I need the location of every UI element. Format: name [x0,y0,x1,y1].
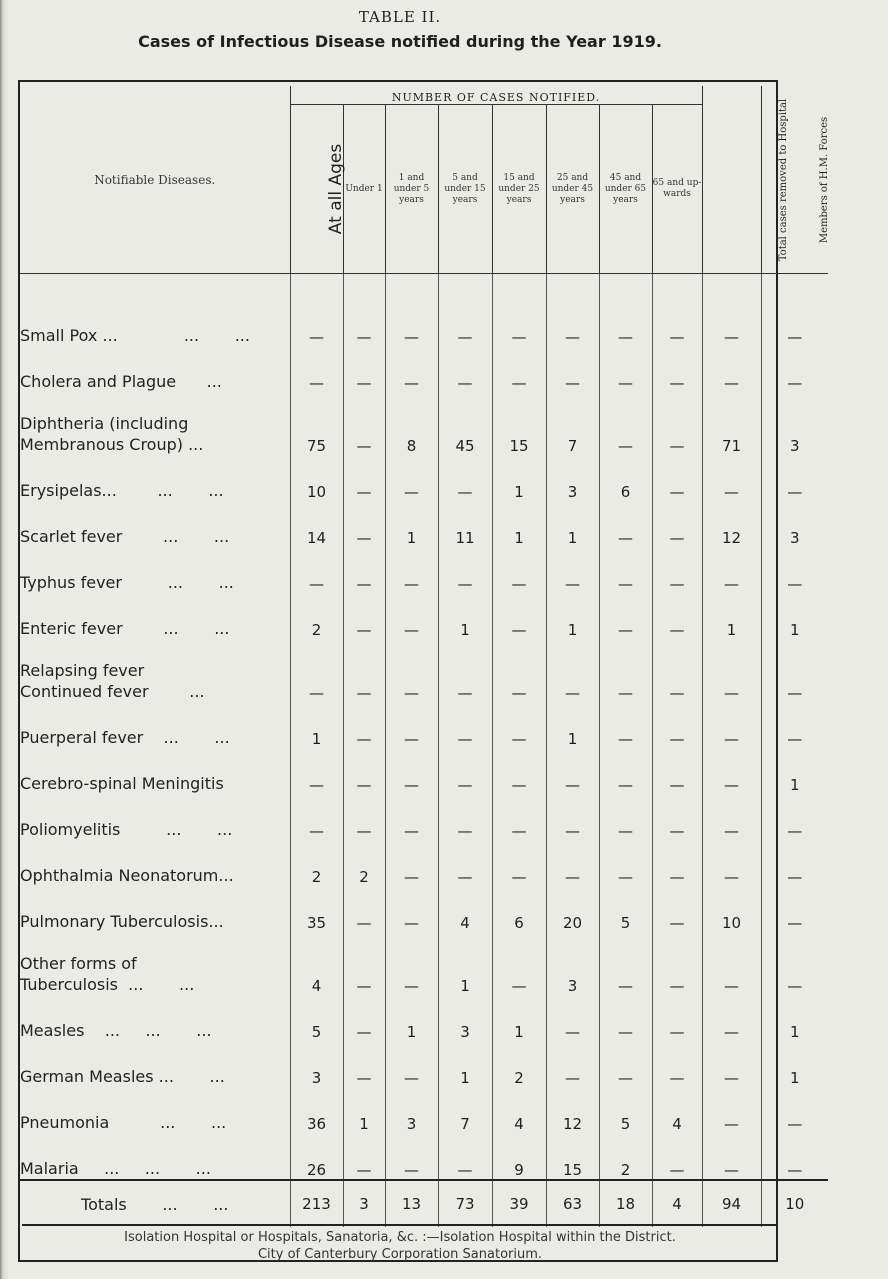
table-cell: 4 [652,1180,702,1227]
table-cell: — [546,639,599,702]
col-header-25-to-45: 25 and under 45 years [546,105,599,274]
table-row [20,593,828,639]
table-cell: — [492,932,546,995]
table-cell: — [343,300,385,346]
table-cell: 71 [702,392,761,455]
table-cell: 63 [546,1180,599,1227]
table-cell: 6 [599,455,652,501]
table-cell: — [343,748,385,794]
table-cell: 1 [438,932,492,995]
table-cell: — [290,346,343,392]
table-cell: — [343,346,385,392]
table-cell: 3 [761,501,828,547]
table-cell: — [290,794,343,840]
table-cell: — [290,300,343,346]
col-header-5-to-15: 5 and under 15 years [438,105,492,274]
table-cell: — [702,794,761,840]
footnote-line-2: City of Canterbury Corporation Sanatorium. [257,1247,543,1262]
table-cell: 1 [492,995,546,1041]
table-cell: 14 [290,501,343,547]
table-cell: — [652,995,702,1041]
table-cell: 3 [343,1180,385,1227]
table-cell: 1 [761,748,828,794]
table-cell: — [761,702,828,748]
table-cell: — [599,748,652,794]
disease-name: German Measles ... ... [20,1067,225,1086]
table-cell: — [652,593,702,639]
table-cell: 1 [546,702,599,748]
table-cell: — [652,547,702,593]
table-cell: 1 [385,995,438,1041]
table-row [20,794,828,840]
table-cell: 1 [492,455,546,501]
table-cell: — [290,547,343,593]
table-cell: 15 [546,1133,599,1180]
table-cell: — [652,932,702,995]
table-spacer-row [20,274,828,301]
table-cell: 4 [290,932,343,995]
table-cell: — [438,1133,492,1180]
disease-name: Other forms of Tuberculosis ... ... [20,954,195,994]
infectious-disease-table [20,86,828,1227]
table-cell: 2 [599,1133,652,1180]
table-cell: — [438,840,492,886]
table-cell: — [546,346,599,392]
table-cell: — [702,547,761,593]
col-header-all-ages: At all Ages [290,105,343,274]
disease-name: Diphtheria (including Membranous Croup) ... [20,414,204,454]
disease-name: Enteric fever ... ... [20,619,230,638]
table-cell: — [385,1041,438,1087]
col-header-65-upwards: 65 and up-wards [652,105,702,274]
table-cell: — [546,547,599,593]
table-cell: — [599,593,652,639]
disease-name: Ophthalmia Neonatorum... [20,866,234,885]
table-row [20,455,828,501]
table-cell: — [652,392,702,455]
table-row [20,392,828,455]
table-cell: — [343,932,385,995]
table-cell: — [343,547,385,593]
disease-name: Cerebro-spinal Meningitis [20,774,224,793]
table-cell: — [599,840,652,886]
table-cell: — [652,1041,702,1087]
table-cell: — [546,300,599,346]
table-cell: 10 [761,1180,828,1227]
table-cell: — [385,702,438,748]
table-cell: — [546,1041,599,1087]
table-row [20,932,828,995]
table-cell: 39 [492,1180,546,1227]
table-cell: — [652,840,702,886]
table-cell: — [438,794,492,840]
table-cell: 10 [290,455,343,501]
disease-name: Erysipelas... ... ... [20,481,224,500]
table-cell: 1 [438,1041,492,1087]
table-cell: — [343,1041,385,1087]
table-cell: — [385,346,438,392]
totals-row [20,1180,828,1227]
table-cell: — [702,932,761,995]
disease-name: Scarlet fever ... ... [20,527,230,546]
table-cell: — [385,547,438,593]
table-cell: — [385,748,438,794]
table-cell: 9 [492,1133,546,1180]
disease-name: Typhus fever ... ... [20,573,234,592]
table-cell: 4 [652,1087,702,1133]
table-cell: 3 [546,932,599,995]
table-row [20,547,828,593]
table-cell: — [761,346,828,392]
table-cell: 13 [385,1180,438,1227]
col-header-45-to-65: 45 and under 65 years [599,105,652,274]
table-row [20,702,828,748]
table-cell: — [343,639,385,702]
table-cell: 5 [290,995,343,1041]
table-cell: — [492,547,546,593]
table-cell: 45 [438,392,492,455]
table-cell: — [599,392,652,455]
disease-name: Malaria ... ... ... [20,1159,211,1178]
table-cell: — [761,547,828,593]
table-row [20,1087,828,1133]
table-cell: — [761,639,828,702]
table-cell: — [385,639,438,702]
table-cell: — [343,702,385,748]
disease-name: Cholera and Plague ... [20,372,222,391]
table-cell: — [702,748,761,794]
table-cell: 1 [702,593,761,639]
table-cell: 73 [438,1180,492,1227]
footnote-line-1: Isolation Hospital or Hospitals, Sanatoria, &c. :—Isolation Hospital within the District. [124,1230,676,1245]
table-cell: 3 [546,455,599,501]
table-row [20,1133,828,1180]
table-cell: 3 [290,1041,343,1087]
table-cell: — [438,455,492,501]
col-header-removed-to-hospital: Total cases removed to Hospital [702,86,761,274]
table-cell: — [761,455,828,501]
table-cell: — [385,593,438,639]
table-cell: — [702,346,761,392]
table-cell: — [492,702,546,748]
disease-name: Relapsing fever Continued fever ... [20,661,205,701]
table-cell: — [546,995,599,1041]
table-row [20,639,828,702]
table-cell: 35 [290,886,343,932]
table-cell: 2 [492,1041,546,1087]
table-cell: 2 [290,840,343,886]
table-cell: — [343,794,385,840]
table-cell: 7 [546,392,599,455]
table-cell: 1 [761,1041,828,1087]
table-cell: — [438,702,492,748]
table-cell: — [492,300,546,346]
table-cell: 1 [343,1087,385,1133]
table-cell: — [438,748,492,794]
table-cell: — [492,794,546,840]
table-cell: — [438,300,492,346]
table-cell: — [546,840,599,886]
table-cell: 5 [599,886,652,932]
table-cell: — [761,1133,828,1180]
table-cell: — [761,932,828,995]
table-cell: — [652,346,702,392]
table-cell: — [702,840,761,886]
table-cell: 6 [492,886,546,932]
table-row [20,886,828,932]
table-title: Cases of Infectious Disease notified during the Year 1919. [138,32,662,51]
table-cell: — [652,794,702,840]
table-cell: — [652,300,702,346]
table-cell: 15 [492,392,546,455]
table-cell: — [599,794,652,840]
table-cell: — [343,501,385,547]
table-cell: — [702,1087,761,1133]
table-cell: — [343,593,385,639]
table-cell: — [599,300,652,346]
table-cell: 3 [761,392,828,455]
table-cell: 5 [599,1087,652,1133]
table-cell: — [385,1133,438,1180]
disease-name: Poliomyelitis ... ... [20,820,233,839]
table-caption: TABLE II. [358,8,442,26]
table-cell: 75 [290,392,343,455]
col-header-1-to-5: 1 and under 5 years [385,105,438,274]
disease-name: Totals ... ... [20,1180,290,1227]
table-cell: — [652,748,702,794]
cases-notified-group-header: NUMBER OF CASES NOTIFIED. [290,86,702,105]
table-row [20,995,828,1041]
table-cell: — [761,886,828,932]
table-cell: — [652,702,702,748]
table-cell: — [385,886,438,932]
disease-name: Measles ... ... ... [20,1021,212,1040]
table-row [20,300,828,346]
table-cell: 18 [599,1180,652,1227]
table-cell: — [438,547,492,593]
table-cell: — [546,794,599,840]
table-cell: — [702,455,761,501]
table-cell: 8 [385,392,438,455]
table-cell: — [546,748,599,794]
table-cell: — [761,300,828,346]
disease-name: Small Pox ... ... ... [20,326,250,345]
table-cell: — [702,1041,761,1087]
page-binding-edge [0,0,10,1279]
table-row [20,1041,828,1087]
table-row [20,346,828,392]
col-header-under-1: Under 1 [343,105,385,274]
table-cell: 10 [702,886,761,932]
table-cell: — [343,392,385,455]
table-cell: 2 [290,593,343,639]
table-cell: — [652,1133,702,1180]
table-cell: — [599,1041,652,1087]
disease-name: Pulmonary Tuberculosis... [20,912,224,931]
table-body [20,274,828,1228]
table-cell: 1 [546,501,599,547]
table-cell: — [599,995,652,1041]
table-cell: — [652,455,702,501]
table-cell: — [492,346,546,392]
table-cell: — [761,794,828,840]
table-cell: — [761,840,828,886]
table-cell: 1 [492,501,546,547]
table-cell: — [385,932,438,995]
table-cell: 1 [546,593,599,639]
table-row [20,840,828,886]
table-cell: 7 [438,1087,492,1133]
table-cell: — [343,995,385,1041]
disease-name: Pneumonia ... ... [20,1113,227,1132]
table-cell: 36 [290,1087,343,1133]
col-header-hm-forces: Members of H.M. Forces [761,86,828,274]
table-cell: — [492,593,546,639]
table-cell: — [492,639,546,702]
table-cell: 1 [438,593,492,639]
table-cell: — [599,639,652,702]
table-cell: 26 [290,1133,343,1180]
table-row [20,748,828,794]
table-cell: — [652,886,702,932]
table-cell: — [599,932,652,995]
table-cell: — [343,886,385,932]
table-cell: 12 [702,501,761,547]
footnote [22,1224,778,1263]
table-cell: — [652,501,702,547]
table-cell: 12 [546,1087,599,1133]
table-cell: 3 [438,995,492,1041]
table-cell: 11 [438,501,492,547]
table-cell: 20 [546,886,599,932]
table-cell: — [702,300,761,346]
table-cell: 4 [438,886,492,932]
table-cell: — [290,639,343,702]
table-cell: 1 [761,995,828,1041]
table-cell: — [492,748,546,794]
table-cell: — [385,840,438,886]
col-header-15-to-25: 15 and under 25 years [492,105,546,274]
table-cell: 94 [702,1180,761,1227]
table-cell: — [599,346,652,392]
table-cell: 2 [343,840,385,886]
disease-name: Puerperal fever ... ... [20,728,230,747]
diseases-column-header: Notifiable Diseases. [20,86,290,274]
table-cell: — [492,840,546,886]
table-cell: 1 [290,702,343,748]
table-cell: — [599,547,652,593]
table-cell: — [290,748,343,794]
table-cell: 1 [385,501,438,547]
table-cell: 213 [290,1180,343,1227]
table-cell: — [438,346,492,392]
table-cell: — [599,501,652,547]
table-cell: 3 [385,1087,438,1133]
table-row [20,501,828,547]
table-cell: — [438,639,492,702]
table-cell: — [385,455,438,501]
table-cell: — [343,1133,385,1180]
table-cell: — [702,639,761,702]
table-cell: 1 [761,593,828,639]
table-cell: — [343,455,385,501]
table-cell: — [702,1133,761,1180]
table-cell: — [702,702,761,748]
table-cell: — [702,995,761,1041]
table-cell: — [385,300,438,346]
table-cell: 4 [492,1087,546,1133]
table-cell: — [599,702,652,748]
table-cell: — [761,1087,828,1133]
table-cell: — [385,794,438,840]
table-cell: — [652,639,702,702]
